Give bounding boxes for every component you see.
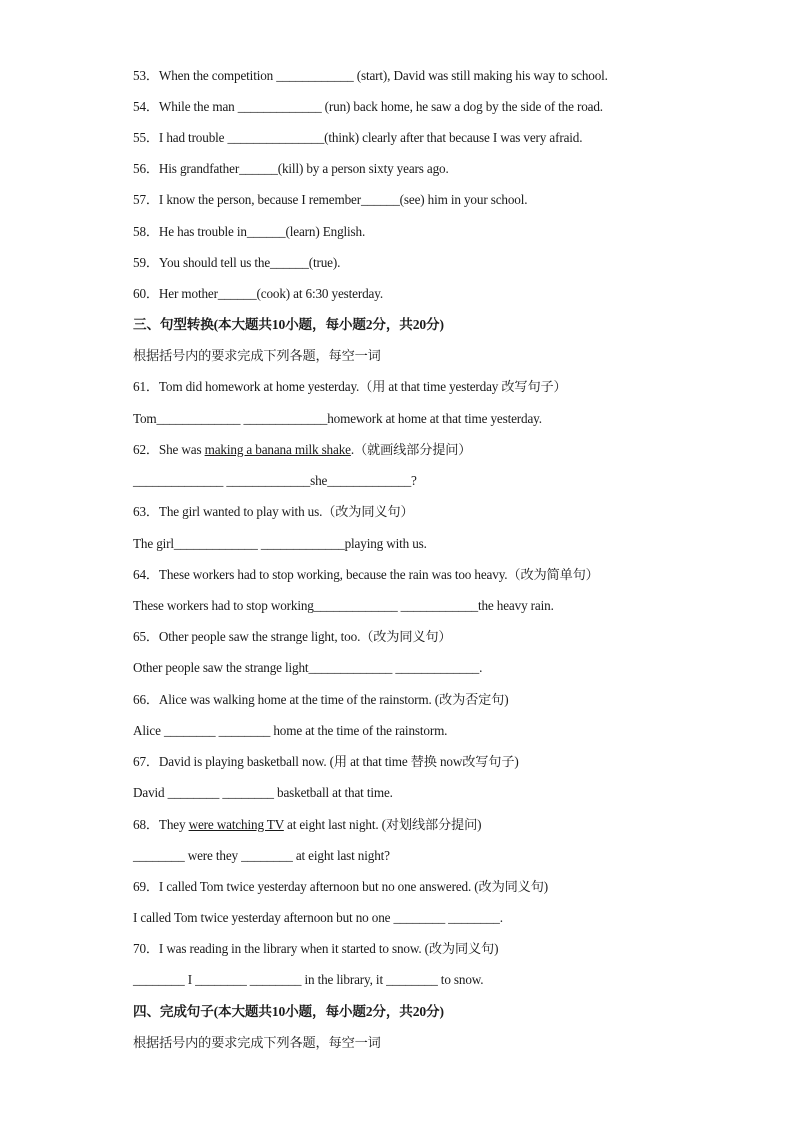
question-57: 57．I know the person, because I remember______(see) him in your school.: [133, 192, 528, 207]
question-56: 56．His grandfather______(kill) by a person sixty years ago.: [133, 161, 449, 176]
answer-70: ________ I ________ ________ in the library, it ________ to snow.: [133, 972, 484, 987]
question-58: 58．He has trouble in______(learn) English.: [133, 224, 366, 239]
answer-64: These workers had to stop working_____________ ____________the heavy rain.: [133, 598, 554, 613]
question-53: 53．When the competition ____________ (start), David was still making his way to school.: [133, 68, 608, 83]
question-54: 54．While the man _____________ (run) back home, he saw a dog by the side of the road.: [133, 99, 603, 114]
question-64: 64．These workers had to stop working, because the rain was too heavy.（改为简单句）: [133, 567, 599, 582]
section-4-heading: 四、完成句子(本大题共10小题，每小题2分，共20分): [133, 1004, 444, 1019]
answer-66: Alice ________ ________ home at the time of the rainstorm.: [133, 723, 448, 738]
question-66: 66．Alice was walking home at the time of the rainstorm. (改为否定句): [133, 692, 509, 707]
question-68-text: 68．They: [133, 817, 189, 832]
answer-62: ______________ _____________she_____________?: [133, 473, 417, 488]
question-68-underlined: were watching TV: [188, 817, 284, 832]
question-62-text: 62．She was: [133, 442, 205, 457]
question-67: 67．David is playing basketball now. (用 at that time 替换 now改写句子): [133, 754, 519, 769]
question-69: 69．I called Tom twice yesterday afternoon but no one answered. (改为同义句): [133, 879, 548, 894]
question-70: 70．I was reading in the library when it started to snow. (改为同义句): [133, 941, 499, 956]
answer-61: Tom_____________ _____________homework at home at that time yesterday.: [133, 411, 542, 426]
answer-68: ________ were they ________ at eight last night?: [133, 848, 390, 863]
question-59: 59．You should tell us the______(true).: [133, 255, 341, 270]
section-3-heading: 三、句型转换(本大题共10小题，每小题2分，共20分): [133, 317, 444, 332]
question-65: 65．Other people saw the strange light, too.（改为同义句）: [133, 629, 452, 644]
answer-63: The girl_____________ _____________playing with us.: [133, 536, 427, 551]
answer-65: Other people saw the strange light_____________ _____________.: [133, 660, 483, 675]
section-3-instruction: 根据括号内的要求完成下列各题，每空一词: [133, 348, 381, 363]
question-63: 63．The girl wanted to play with us.（改为同义句）: [133, 504, 414, 519]
answer-69: I called Tom twice yesterday afternoon but no one ________ ________.: [133, 910, 503, 925]
question-60: 60．Her mother______(cook) at 6:30 yesterday.: [133, 286, 383, 301]
question-68-instruction: at eight last night. (对划线部分提问): [283, 817, 482, 832]
question-55: 55．I had trouble _______________(think) clearly after that because I was very afraid.: [133, 130, 583, 145]
question-68: [133, 816, 481, 834]
question-62-instruction: .（就画线部分提问）: [350, 442, 472, 457]
answer-67: David ________ ________ basketball at that time.: [133, 785, 393, 800]
question-61: 61．Tom did homework at home yesterday.（用 at that time yesterday 改写句子）: [133, 379, 567, 394]
question-62: [133, 441, 471, 459]
question-62-underlined: making a banana milk shake: [204, 442, 351, 457]
section-4-instruction: 根据括号内的要求完成下列各题，每空一词: [133, 1035, 381, 1050]
